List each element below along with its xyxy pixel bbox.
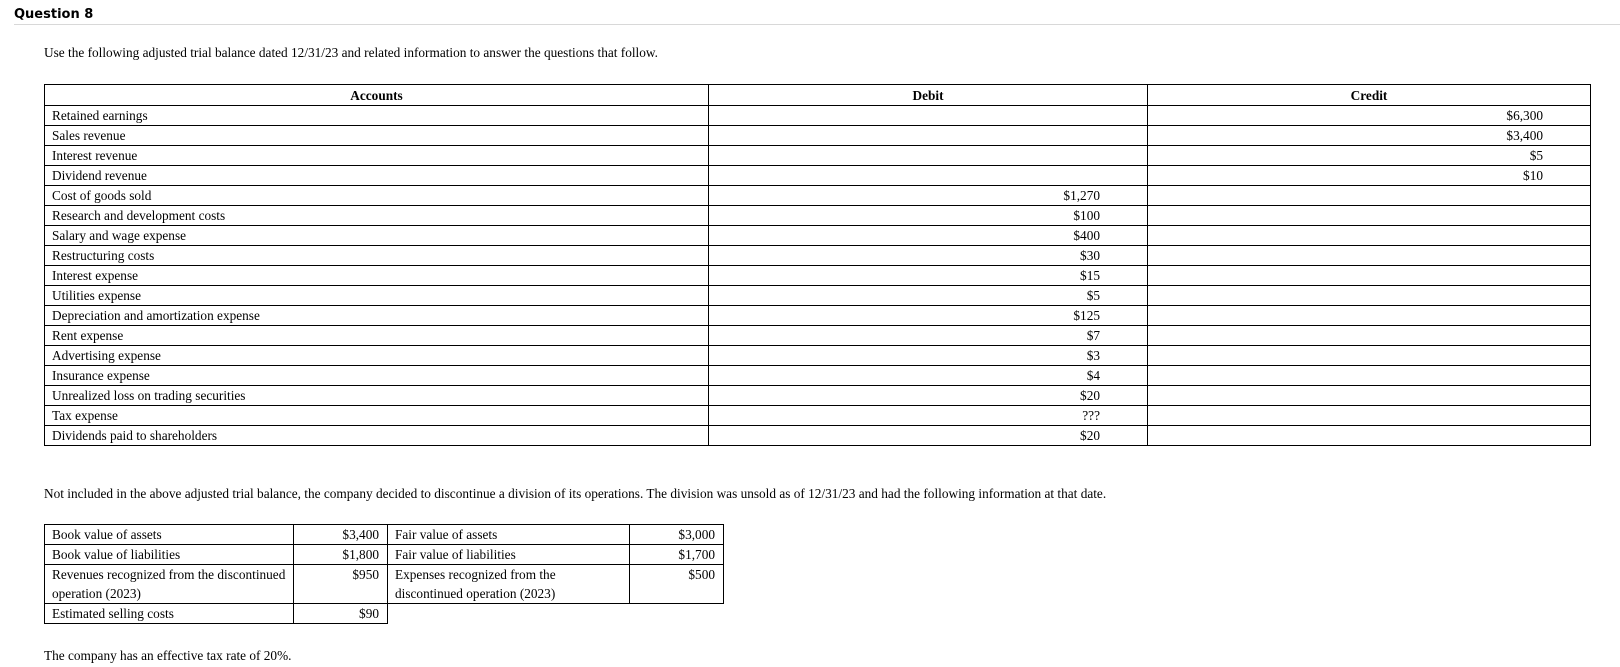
credit-cell [1148, 306, 1591, 326]
credit-cell: $5 [1148, 146, 1591, 166]
debit-cell: $15 [709, 266, 1148, 286]
value-cell: $90 [294, 604, 388, 624]
account-cell: Advertising expense [45, 346, 709, 366]
credit-cell [1148, 266, 1591, 286]
value-cell: $3,000 [630, 525, 724, 545]
credit-cell [1148, 386, 1591, 406]
label-cell: Book value of assets [45, 525, 294, 545]
tax-rate-text: The company has an effective tax rate of 20%. [44, 648, 292, 663]
trial-balance-table [44, 84, 1591, 446]
debit-cell: $20 [709, 426, 1148, 446]
credit-header: Credit [1148, 85, 1591, 106]
debit-cell: ??? [709, 406, 1148, 426]
table-row [45, 206, 1591, 226]
account-cell: Retained earnings [45, 106, 709, 126]
credit-cell [1148, 226, 1591, 246]
debit-cell: $400 [709, 226, 1148, 246]
value-cell: $1,700 [630, 545, 724, 565]
credit-cell [1148, 206, 1591, 226]
table-row [45, 346, 1591, 366]
table-row [45, 565, 724, 604]
table-row [45, 366, 1591, 386]
label-cell: Estimated selling costs [45, 604, 294, 624]
table-row [45, 306, 1591, 326]
credit-cell [1148, 286, 1591, 306]
account-cell: Insurance expense [45, 366, 709, 386]
account-cell: Utilities expense [45, 286, 709, 306]
value-cell: $500 [630, 565, 724, 604]
account-cell: Cost of goods sold [45, 186, 709, 206]
table-row [45, 186, 1591, 206]
question-title: Question 8 [14, 6, 1620, 25]
empty-cell [388, 604, 630, 624]
account-cell: Tax expense [45, 406, 709, 426]
credit-cell: $3,400 [1148, 126, 1591, 146]
table-row [45, 146, 1591, 166]
account-cell: Interest revenue [45, 146, 709, 166]
label-cell: Fair value of liabilities [388, 545, 630, 565]
discontinued-operations-text: Not included in the above adjusted trial balance, the company decided to discontinue a division of its operations. The division was unsold as of 12/31/23 and had the following information at that date. [44, 486, 1107, 501]
account-cell: Depreciation and amortization expense [45, 306, 709, 326]
credit-cell [1148, 326, 1591, 346]
debit-cell [709, 126, 1148, 146]
table-row [45, 106, 1591, 126]
value-cell: $3,400 [294, 525, 388, 545]
table-row [45, 545, 724, 565]
credit-cell [1148, 186, 1591, 206]
account-cell: Sales revenue [45, 126, 709, 146]
account-cell: Salary and wage expense [45, 226, 709, 246]
credit-cell [1148, 406, 1591, 426]
empty-cell [630, 604, 724, 624]
table-row [45, 166, 1591, 186]
table-row [45, 386, 1591, 406]
value-cell: $950 [294, 565, 388, 604]
account-cell: Dividends paid to shareholders [45, 426, 709, 446]
accounts-header: Accounts [45, 85, 709, 106]
label-cell: Book value of liabilities [45, 545, 294, 565]
table-row [45, 604, 724, 624]
intro-text: Use the following adjusted trial balance dated 12/31/23 and related information to answer the questions that follow. [44, 45, 658, 60]
debit-cell: $125 [709, 306, 1148, 326]
table-row [45, 286, 1591, 306]
value-cell: $1,800 [294, 545, 388, 565]
credit-cell: $6,300 [1148, 106, 1591, 126]
account-cell: Research and development costs [45, 206, 709, 226]
account-cell: Interest expense [45, 266, 709, 286]
credit-cell: $10 [1148, 166, 1591, 186]
debit-cell: $30 [709, 246, 1148, 266]
debit-cell: $7 [709, 326, 1148, 346]
label-cell: Expenses recognized from the discontinued operation (2023) [388, 565, 630, 604]
debit-cell: $1,270 [709, 186, 1148, 206]
debit-header: Debit [709, 85, 1148, 106]
credit-cell [1148, 346, 1591, 366]
credit-cell [1148, 426, 1591, 446]
debit-cell [709, 106, 1148, 126]
account-cell: Dividend revenue [45, 166, 709, 186]
table-row [45, 525, 724, 545]
debit-cell [709, 166, 1148, 186]
label-cell: Revenues recognized from the discontinued operation (2023) [45, 565, 294, 604]
debit-cell: $5 [709, 286, 1148, 306]
table-row [45, 266, 1591, 286]
label-cell: Fair value of assets [388, 525, 630, 545]
debit-cell: $4 [709, 366, 1148, 386]
debit-cell: $100 [709, 206, 1148, 226]
debit-cell [709, 146, 1148, 166]
account-cell: Rent expense [45, 326, 709, 346]
table-row [45, 326, 1591, 346]
table-row [45, 126, 1591, 146]
trial-balance-header-row [45, 85, 1591, 106]
account-cell: Restructuring costs [45, 246, 709, 266]
account-cell: Unrealized loss on trading securities [45, 386, 709, 406]
table-row [45, 226, 1591, 246]
table-row [45, 406, 1591, 426]
table-row [45, 426, 1591, 446]
credit-cell [1148, 366, 1591, 386]
debit-cell: $3 [709, 346, 1148, 366]
discontinued-division-table [44, 524, 724, 624]
credit-cell [1148, 246, 1591, 266]
table-row [45, 246, 1591, 266]
debit-cell: $20 [709, 386, 1148, 406]
